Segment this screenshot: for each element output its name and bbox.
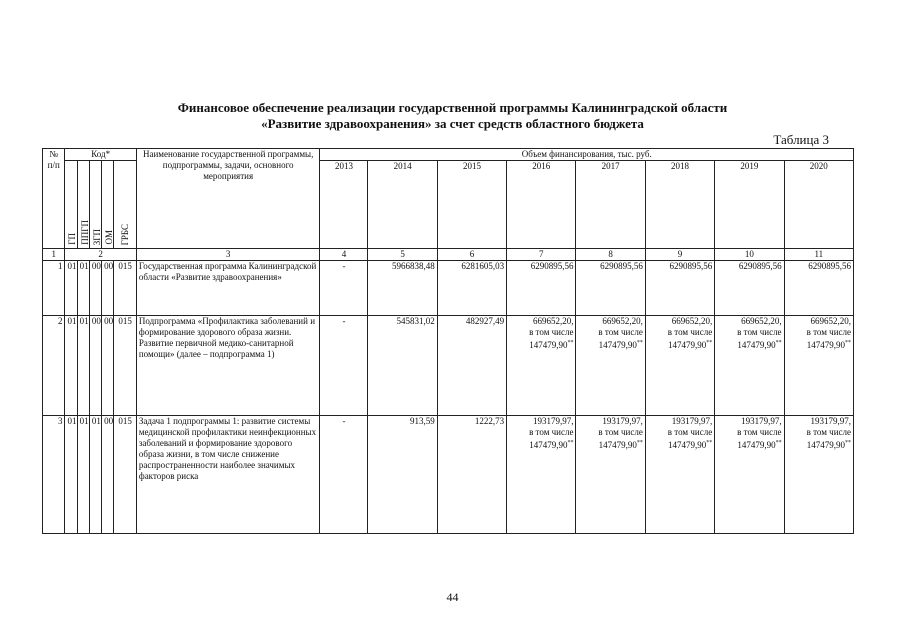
header-code-ppgp: ППГП (77, 161, 89, 249)
row-code: 01 (77, 416, 89, 534)
value-2015: 1222,73 (437, 416, 506, 534)
col-number: 1 (43, 249, 65, 261)
header-year-2016: 2016 (507, 161, 576, 249)
header-num: № п/п (43, 149, 65, 249)
value-2017: 669652,20, в том числе 147479,90** (576, 316, 645, 416)
header-code-grbs: ГРБС (114, 161, 136, 249)
value-2013: - (320, 416, 368, 534)
col-number: 6 (437, 249, 506, 261)
table-row (43, 316, 854, 416)
col-number: 10 (715, 249, 784, 261)
row-num: 2 (43, 316, 65, 416)
header-year-2019: 2019 (715, 161, 784, 249)
value-2015: 482927,49 (437, 316, 506, 416)
value-2020: 6290895,56 (784, 261, 853, 316)
title-line-2: «Развитие здравоохранения» за счет средств областного бюджета (261, 116, 644, 131)
funding-table (42, 148, 854, 534)
col-number: 4 (320, 249, 368, 261)
col-number: 7 (507, 249, 576, 261)
page-number: 44 (446, 590, 459, 604)
row-name: Подпрограмма «Профилактика заболеваний и формирование здорового образа жизни. Развитие первичной медико-санитарной помощи» (далее – подпрограмма 1) (136, 316, 320, 416)
col-number: 2 (65, 249, 136, 261)
value-2020: 669652,20, в том числе 147479,90** (784, 316, 853, 416)
row-code: 01 (65, 416, 77, 534)
value-2016: 193179,97, в том числе 147479,90** (507, 416, 576, 534)
header-year-2015: 2015 (437, 161, 506, 249)
value-2020: 193179,97, в том числе 147479,90** (784, 416, 853, 534)
header-year-2018: 2018 (645, 161, 714, 249)
row-code: 015 (114, 316, 136, 416)
column-number-row (43, 249, 854, 261)
value-2013: - (320, 316, 368, 416)
value-2019: 6290895,56 (715, 261, 784, 316)
row-code: 00 (102, 316, 114, 416)
table-row (43, 261, 854, 316)
value-2014: 545831,02 (368, 316, 437, 416)
row-code: 01 (89, 416, 101, 534)
header-year-2013: 2013 (320, 161, 368, 249)
row-name: Государственная программа Калининградской области «Развитие здравоохранения» (136, 261, 320, 316)
value-2018: 193179,97, в том числе 147479,90** (645, 416, 714, 534)
row-code: 00 (102, 261, 114, 316)
header-code: Код* (65, 149, 136, 161)
row-code: 01 (65, 316, 77, 416)
row-code: 01 (77, 316, 89, 416)
document-title (0, 100, 905, 132)
header-funding: Объем финансирования, тыс. руб. (320, 149, 854, 161)
col-number: 8 (576, 249, 645, 261)
title-line-1: Финансовое обеспечение реализации государственной программы Калининградской области (177, 100, 728, 115)
value-2019: 669652,20, в том числе 147479,90** (715, 316, 784, 416)
value-2014: 913,59 (368, 416, 437, 534)
value-2018: 6290895,56 (645, 261, 714, 316)
header-name: Наименование государственной программы, подпрограммы, задачи, основного мероприятия (136, 149, 320, 249)
col-number: 5 (368, 249, 437, 261)
row-code: 01 (65, 261, 77, 316)
value-2018: 669652,20, в том числе 147479,90** (645, 316, 714, 416)
header-row-1 (43, 149, 854, 161)
row-code: 00 (102, 416, 114, 534)
col-number: 9 (645, 249, 714, 261)
row-code: 015 (114, 416, 136, 534)
row-num: 3 (43, 416, 65, 534)
table-label: Таблица 3 (773, 132, 829, 147)
table-row (43, 416, 854, 534)
value-2015: 6281605,03 (437, 261, 506, 316)
row-code: 015 (114, 261, 136, 316)
value-2017: 193179,97, в том числе 147479,90** (576, 416, 645, 534)
value-2016: 6290895,56 (507, 261, 576, 316)
row-code: 01 (77, 261, 89, 316)
header-year-2020: 2020 (784, 161, 853, 249)
value-2014: 5966838,48 (368, 261, 437, 316)
header-code-zgp: ЗГП (89, 161, 101, 249)
value-2016: 669652,20, в том числе 147479,90** (507, 316, 576, 416)
header-year-2014: 2014 (368, 161, 437, 249)
value-2017: 6290895,56 (576, 261, 645, 316)
value-2013: - (320, 261, 368, 316)
header-code-gp: ГП (65, 161, 77, 249)
header-year-2017: 2017 (576, 161, 645, 249)
row-code: 00 (89, 261, 101, 316)
col-number: 11 (784, 249, 853, 261)
header-code-om: ОМ (102, 161, 114, 249)
value-2019: 193179,97, в том числе 147479,90** (715, 416, 784, 534)
row-num: 1 (43, 261, 65, 316)
row-name: Задача 1 подпрограммы 1: развитие системы медицинской профилактики неинфекционных заболеваний и формирование здорового образа жизни, в том числе снижение распространенности наиболее значимых факторов риска (136, 416, 320, 534)
col-number: 3 (136, 249, 320, 261)
row-code: 00 (89, 316, 101, 416)
